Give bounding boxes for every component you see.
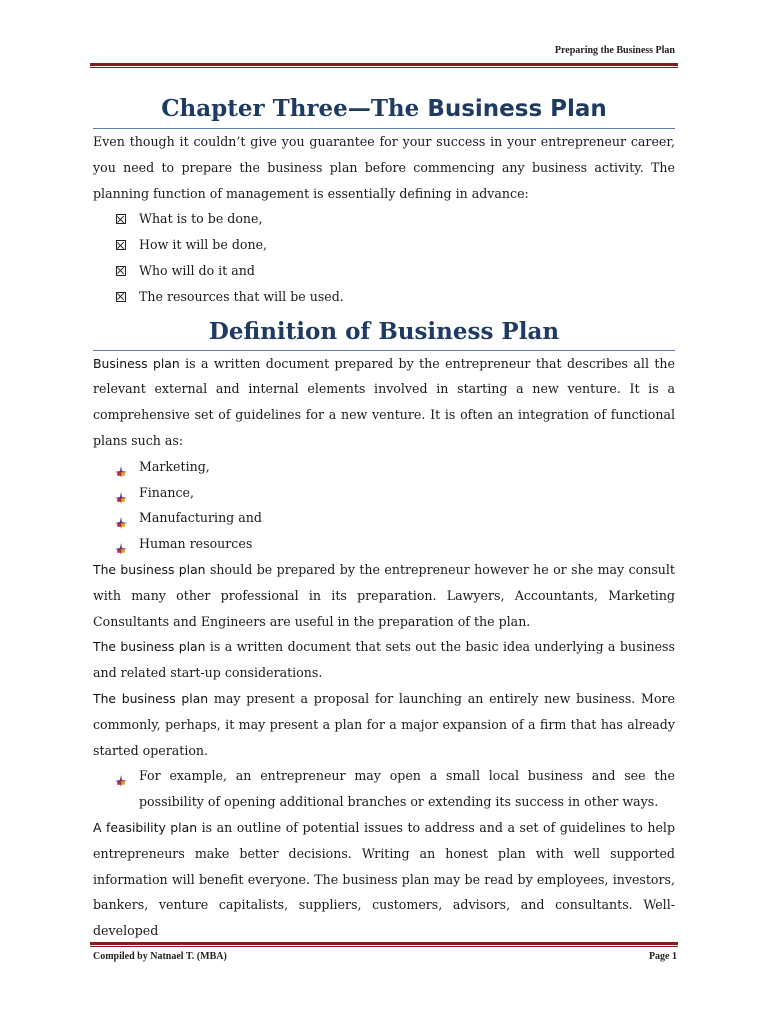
four-point-star-icon xyxy=(115,770,127,782)
term-the-business-plan: The business plan xyxy=(93,690,209,706)
checkbox-cross-icon xyxy=(115,291,127,303)
chapter-title-part1: Chapter Three—The xyxy=(161,95,428,122)
checkbox-cross-icon xyxy=(115,239,127,251)
four-point-star-icon xyxy=(115,461,127,473)
term-feasibility-plan: A feasibility plan xyxy=(93,819,198,835)
header-rule-thick xyxy=(90,63,678,66)
list-item: The resources that will be used. xyxy=(93,284,675,310)
list-item: How it will be done, xyxy=(93,232,675,258)
checkbox-cross-icon xyxy=(115,265,127,277)
term-business-plan: Business plan xyxy=(93,355,180,371)
checkbox-cross-icon xyxy=(115,213,127,225)
footer-rule-thin xyxy=(90,946,678,947)
four-point-star-icon xyxy=(115,487,127,499)
page-content xyxy=(93,84,675,944)
definition-paragraph-3: The business plan is a written document that sets out the basic idea underlying a business and related start-up considerations. xyxy=(93,639,675,681)
functional-plans-list xyxy=(93,454,675,557)
term-the-business-plan: The business plan xyxy=(93,639,206,655)
four-point-star-icon xyxy=(115,538,127,550)
header-rule-thin xyxy=(90,67,678,68)
footer-rule-thick xyxy=(90,942,678,945)
chapter-title xyxy=(93,90,675,128)
chapter-title-part2: Business Plan xyxy=(427,96,607,122)
definition-paragraph-5: A feasibility plan is an outline of potential issues to address and a set of guidelines to help entrepreneurs make better decisions. Writing an honest plan with well supported information will benefit everyone. The business plan may be read by employees, investors, bankers, venture capitalists, suppliers, customers, advisors, and consultants. Well-developed xyxy=(93,819,676,939)
running-header: Preparing the Business Plan xyxy=(554,45,675,56)
section-title: Definition of Business Plan xyxy=(208,317,560,345)
list-item: Human resources xyxy=(93,531,675,557)
list-item: Finance, xyxy=(93,480,675,506)
definition-paragraph-2: The business plan should be prepared by the entrepreneur however he or she may consult with many other professional in its preparation. Lawyers, Accountants, Marketing Consultants and Engineers are useful in the preparation of the plan. xyxy=(93,561,675,629)
footer-compiled-by: Compiled by Natnael T. (MBA) xyxy=(93,951,227,962)
list-item: What is to be done, xyxy=(93,206,675,232)
list-item: For example, an entrepreneur may open a small local business and see the possibility of opening additional branches or extending its success in other ways. xyxy=(93,763,675,815)
footer-page-number: Page 1 xyxy=(648,951,677,962)
term-the-business-plan: The business plan xyxy=(93,561,206,577)
list-item: Who will do it and xyxy=(93,258,675,284)
intro-paragraph: Even though it couldn’t give you guarantee for your success in your entrepreneur career, you need to prepare the business plan before commencing any business activity. The planning function of management is essentially defining in advance: xyxy=(93,134,675,201)
list-item: Marketing, xyxy=(93,454,675,480)
four-point-star-icon xyxy=(115,512,127,524)
example-bullet-list xyxy=(93,763,675,815)
definition-paragraph-1: Business plan is a written document prepared by the entrepreneur that describes all the relevant external and internal elements involved in starting a new venture. It is a comprehensive set of guidelines for a new venture. It is often an integration of functional plans such as: xyxy=(93,355,675,448)
definition-paragraph-4: The business plan may present a proposal for launching an entirely new business. More commonly, perhaps, it may present a plan for a major expansion of a firm that has already started operation. xyxy=(93,690,675,758)
intro-bullet-list xyxy=(93,206,675,309)
list-item: Manufacturing and xyxy=(93,505,675,531)
